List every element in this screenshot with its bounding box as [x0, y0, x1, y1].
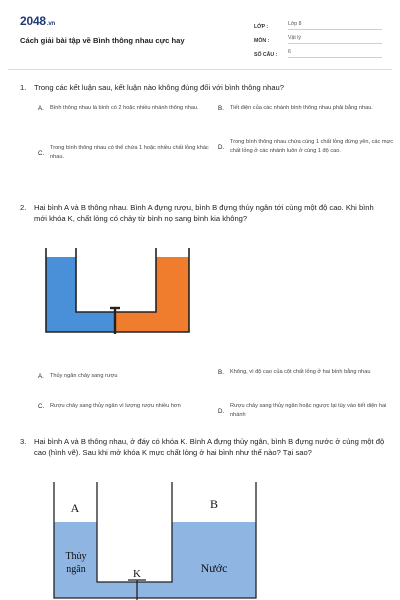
- figure-communicating-vessels-mercury-water: [52, 482, 258, 600]
- vessel-b-label: B: [209, 497, 219, 511]
- option-text: Thủy ngân chảy sang rượu: [50, 373, 118, 379]
- question-1-options: [20, 102, 394, 182]
- option-text: Không, vì độ cao của cột chất lỏng ở hai bình bằng nhau: [230, 369, 371, 375]
- option-a[interactable]: A. Thủy ngân chảy sang rượu: [38, 373, 118, 380]
- option-text: Trong bình thông nhau chứa cùng 1 chất lỏng đứng yên, các mực chất lỏng ở các nhánh luôn ở cùng 1 độ cao.: [230, 139, 394, 154]
- option-c[interactable]: C. Trong bình thông nhau có thể chứa 1 hoặc nhiều chất lỏng khác nhau.: [38, 144, 214, 162]
- question-2-options: [20, 364, 388, 434]
- worksheet-page: [8, 6, 392, 600]
- question-number: 1.: [20, 83, 27, 92]
- option-d[interactable]: D. Rượu chảy sang thủy ngân hoặc ngược lại tùy vào tiết diện hai nhánh: [218, 402, 394, 420]
- mercury-connector: [116, 312, 156, 332]
- question-3: [20, 436, 388, 458]
- mercury-column: [156, 257, 189, 332]
- valve-label: K: [133, 568, 141, 580]
- option-text: Tiết diện của các nhánh bình thông nhau phải bằng nhau.: [230, 105, 373, 111]
- figure-communicating-vessels-alcohol-mercury: [44, 244, 194, 339]
- meta-row-subject: [254, 30, 382, 44]
- option-b[interactable]: B. Tiết diện của các nhánh bình thông nhau phải bằng nhau.: [218, 105, 373, 112]
- alcohol-column: [46, 257, 76, 332]
- option-text: Bình thông nhau là bình có 2 hoặc nhiều nhánh thông nhau.: [50, 105, 199, 111]
- meta-value: Lớp 8: [288, 21, 382, 30]
- meta-info: [254, 16, 382, 58]
- meta-label: LỚP :: [254, 24, 269, 30]
- meta-value: 6: [288, 49, 382, 58]
- mercury-label-line-1: Thủy: [65, 551, 87, 562]
- question-text: Trong các kết luận sau, kết luận nào không đúng đối với bình thông nhau?: [34, 83, 284, 92]
- vessel-a-label: A: [70, 501, 80, 515]
- question-number: 2.: [20, 203, 27, 212]
- mercury-label-line-2: ngân: [66, 564, 86, 575]
- meta-label: MÔN :: [254, 38, 270, 44]
- option-text: Trong bình thông nhau có thể chứa 1 hoặc nhiều chất lỏng khác nhau.: [50, 145, 209, 160]
- meta-label: SỐ CÂU :: [254, 52, 278, 58]
- meta-row-grade: [254, 16, 382, 30]
- question-number: 3.: [20, 437, 27, 446]
- connector-liquid: [97, 582, 172, 598]
- worksheet-header: [8, 6, 392, 70]
- option-d[interactable]: D. Trong bình thông nhau chứa cùng 1 chất lỏng đứng yên, các mực chất lỏng ở các nhánh luôn ở cùng 1 độ cao.: [218, 139, 394, 154]
- question-1: [20, 82, 388, 93]
- water-label: Nước: [200, 561, 228, 575]
- option-c[interactable]: C. Rượu chảy sang thủy ngân vì lượng rượu nhiều hơn: [38, 403, 181, 410]
- alcohol-connector: [76, 312, 116, 332]
- question-2: [20, 202, 388, 224]
- site-logo[interactable]: 2048.vn: [20, 14, 55, 28]
- meta-row-count: [254, 44, 382, 58]
- option-text: Rượu chảy sang thủy ngân vì lượng rượu nhiều hơn: [50, 403, 181, 409]
- question-text: Hai bình A và B thông nhau, ở đáy có khóa K. Bình A đựng thủy ngân, bình B đựng nước ở cùng một độ cao (hình vẽ). Sau khi mở khóa K mực chất lỏng ở hai bình như thế nào? Tại sao?: [34, 437, 385, 457]
- option-text: Rượu chảy sang thủy ngân hoặc ngược lại tùy vào tiết diện hai nhánh: [230, 403, 387, 418]
- option-b[interactable]: B. Không, vì độ cao của cột chất lỏng ở hai bình bằng nhau: [218, 369, 371, 376]
- question-text: Hai bình A và B thông nhau. Bình A đựng rượu, bình B đựng thủy ngân tới cùng một độ cao. Khi bình mới khóa K, chất lỏng có chảy từ bình nọ sang bình kia không?: [34, 203, 374, 223]
- option-a[interactable]: A. Bình thông nhau là bình có 2 hoặc nhiều nhánh thông nhau.: [38, 105, 199, 112]
- document-title: Cách giải bài tập về Bình thông nhau cực hay: [20, 36, 185, 45]
- water-column: [172, 522, 256, 598]
- meta-value: Vật lý: [288, 35, 382, 44]
